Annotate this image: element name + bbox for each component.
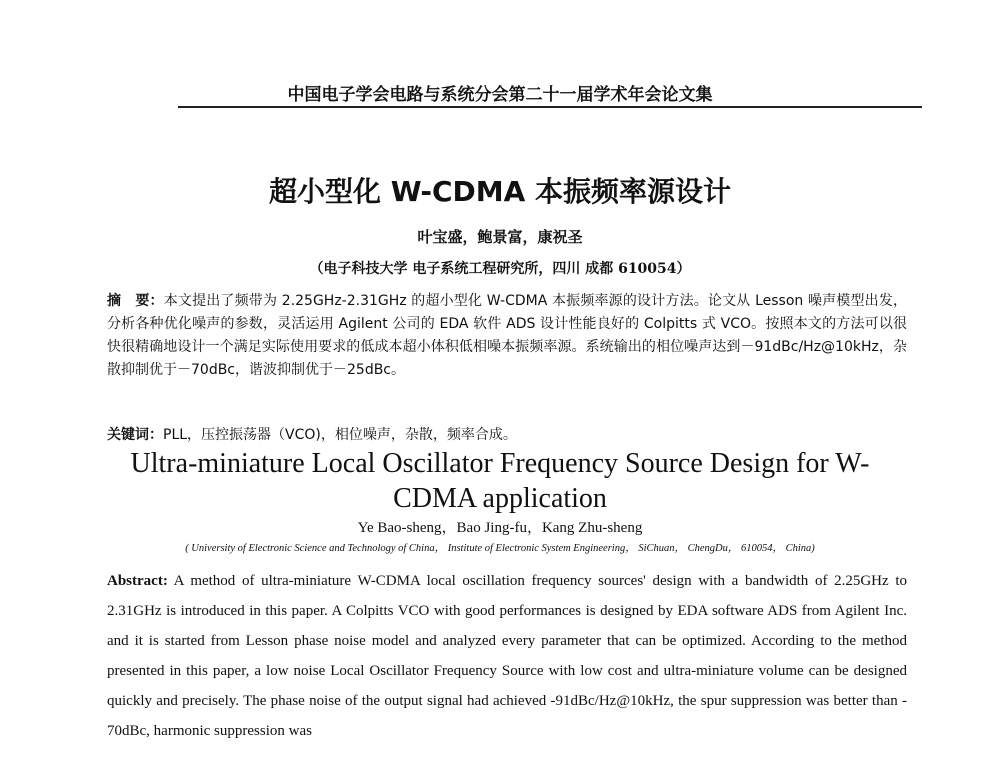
chinese-affiliation: （电子科技大学 电子系统工程研究所，四川 成都 610054） bbox=[309, 261, 691, 277]
chinese-keywords-label: 关键词： bbox=[107, 427, 163, 443]
chinese-abstract bbox=[107, 290, 907, 382]
english-abstract bbox=[107, 566, 907, 746]
chinese-keywords-text: PLL，压控振荡器（VCO)，相位噪声，杂散，频率合成。 bbox=[163, 427, 517, 443]
english-authors: Ye Bao-sheng，Bao Jing-fu，Kang Zhu-sheng bbox=[357, 520, 643, 536]
chinese-abstract-text: 本文提出了频带为 2.25GHz-2.31GHz 的超小型化 W-CDMA 本振频率源的设计方法。论文从 Lesson 噪声模型出发，分析各种优化噪声的参数，灵活运用 Agilent 公司的 EDA 软件 ADS 设计性能良好的 Colpitts 式 VCO。按照本文的方法可以很快很精确地设计一个满足实际使用要求的低成本超小体积低相噪本振频率源。系统输出的相位噪声达到－91dBc/Hz@10kHz，杂散抑制优于－70dBc，谐波抑制优于－25dBc。 bbox=[107, 293, 907, 378]
english-title: Ultra-miniature Local Oscillator Frequency Source Design for W-CDMA application bbox=[130, 448, 870, 514]
chinese-keywords bbox=[107, 424, 907, 444]
header-rule bbox=[178, 106, 922, 108]
english-abstract-text: A method of ultra-miniature W-CDMA local oscillation frequency sources' design with a bandwidth of 2.25GHz to 2.31GHz is introduced in this paper. A Colpitts VCO with good performances is designed by EDA software ADS from Agilent Inc. and it is started from Lesson phase noise model and analyzed every parameter that can be optimized. According to the method presented in this paper, a low noise Local Oscillator Frequency Source with low cost and ultra-miniature volume can be designed quickly and precisely. The phase noise of the output signal had achieved -91dBc/Hz@10kHz, the spur suppression was better than - 70dBc, harmonic suppression was bbox=[107, 573, 907, 739]
running-header: 中国电子学会电路与系统分会第二十一届学术年会论文集 bbox=[287, 85, 713, 105]
chinese-authors: 叶宝盛，鲍景富，康祝圣 bbox=[417, 228, 583, 246]
english-abstract-label: Abstract: bbox=[107, 573, 168, 589]
english-affiliation: ( University of Electronic Science and Technology of China， Institute of Electronic System Engineering， SiChuan， ChengDu， 610054， China) bbox=[185, 543, 815, 554]
chinese-title: 超小型化 W-CDMA 本振频率源设计 bbox=[268, 175, 732, 208]
chinese-abstract-label: 摘 要： bbox=[107, 293, 164, 309]
